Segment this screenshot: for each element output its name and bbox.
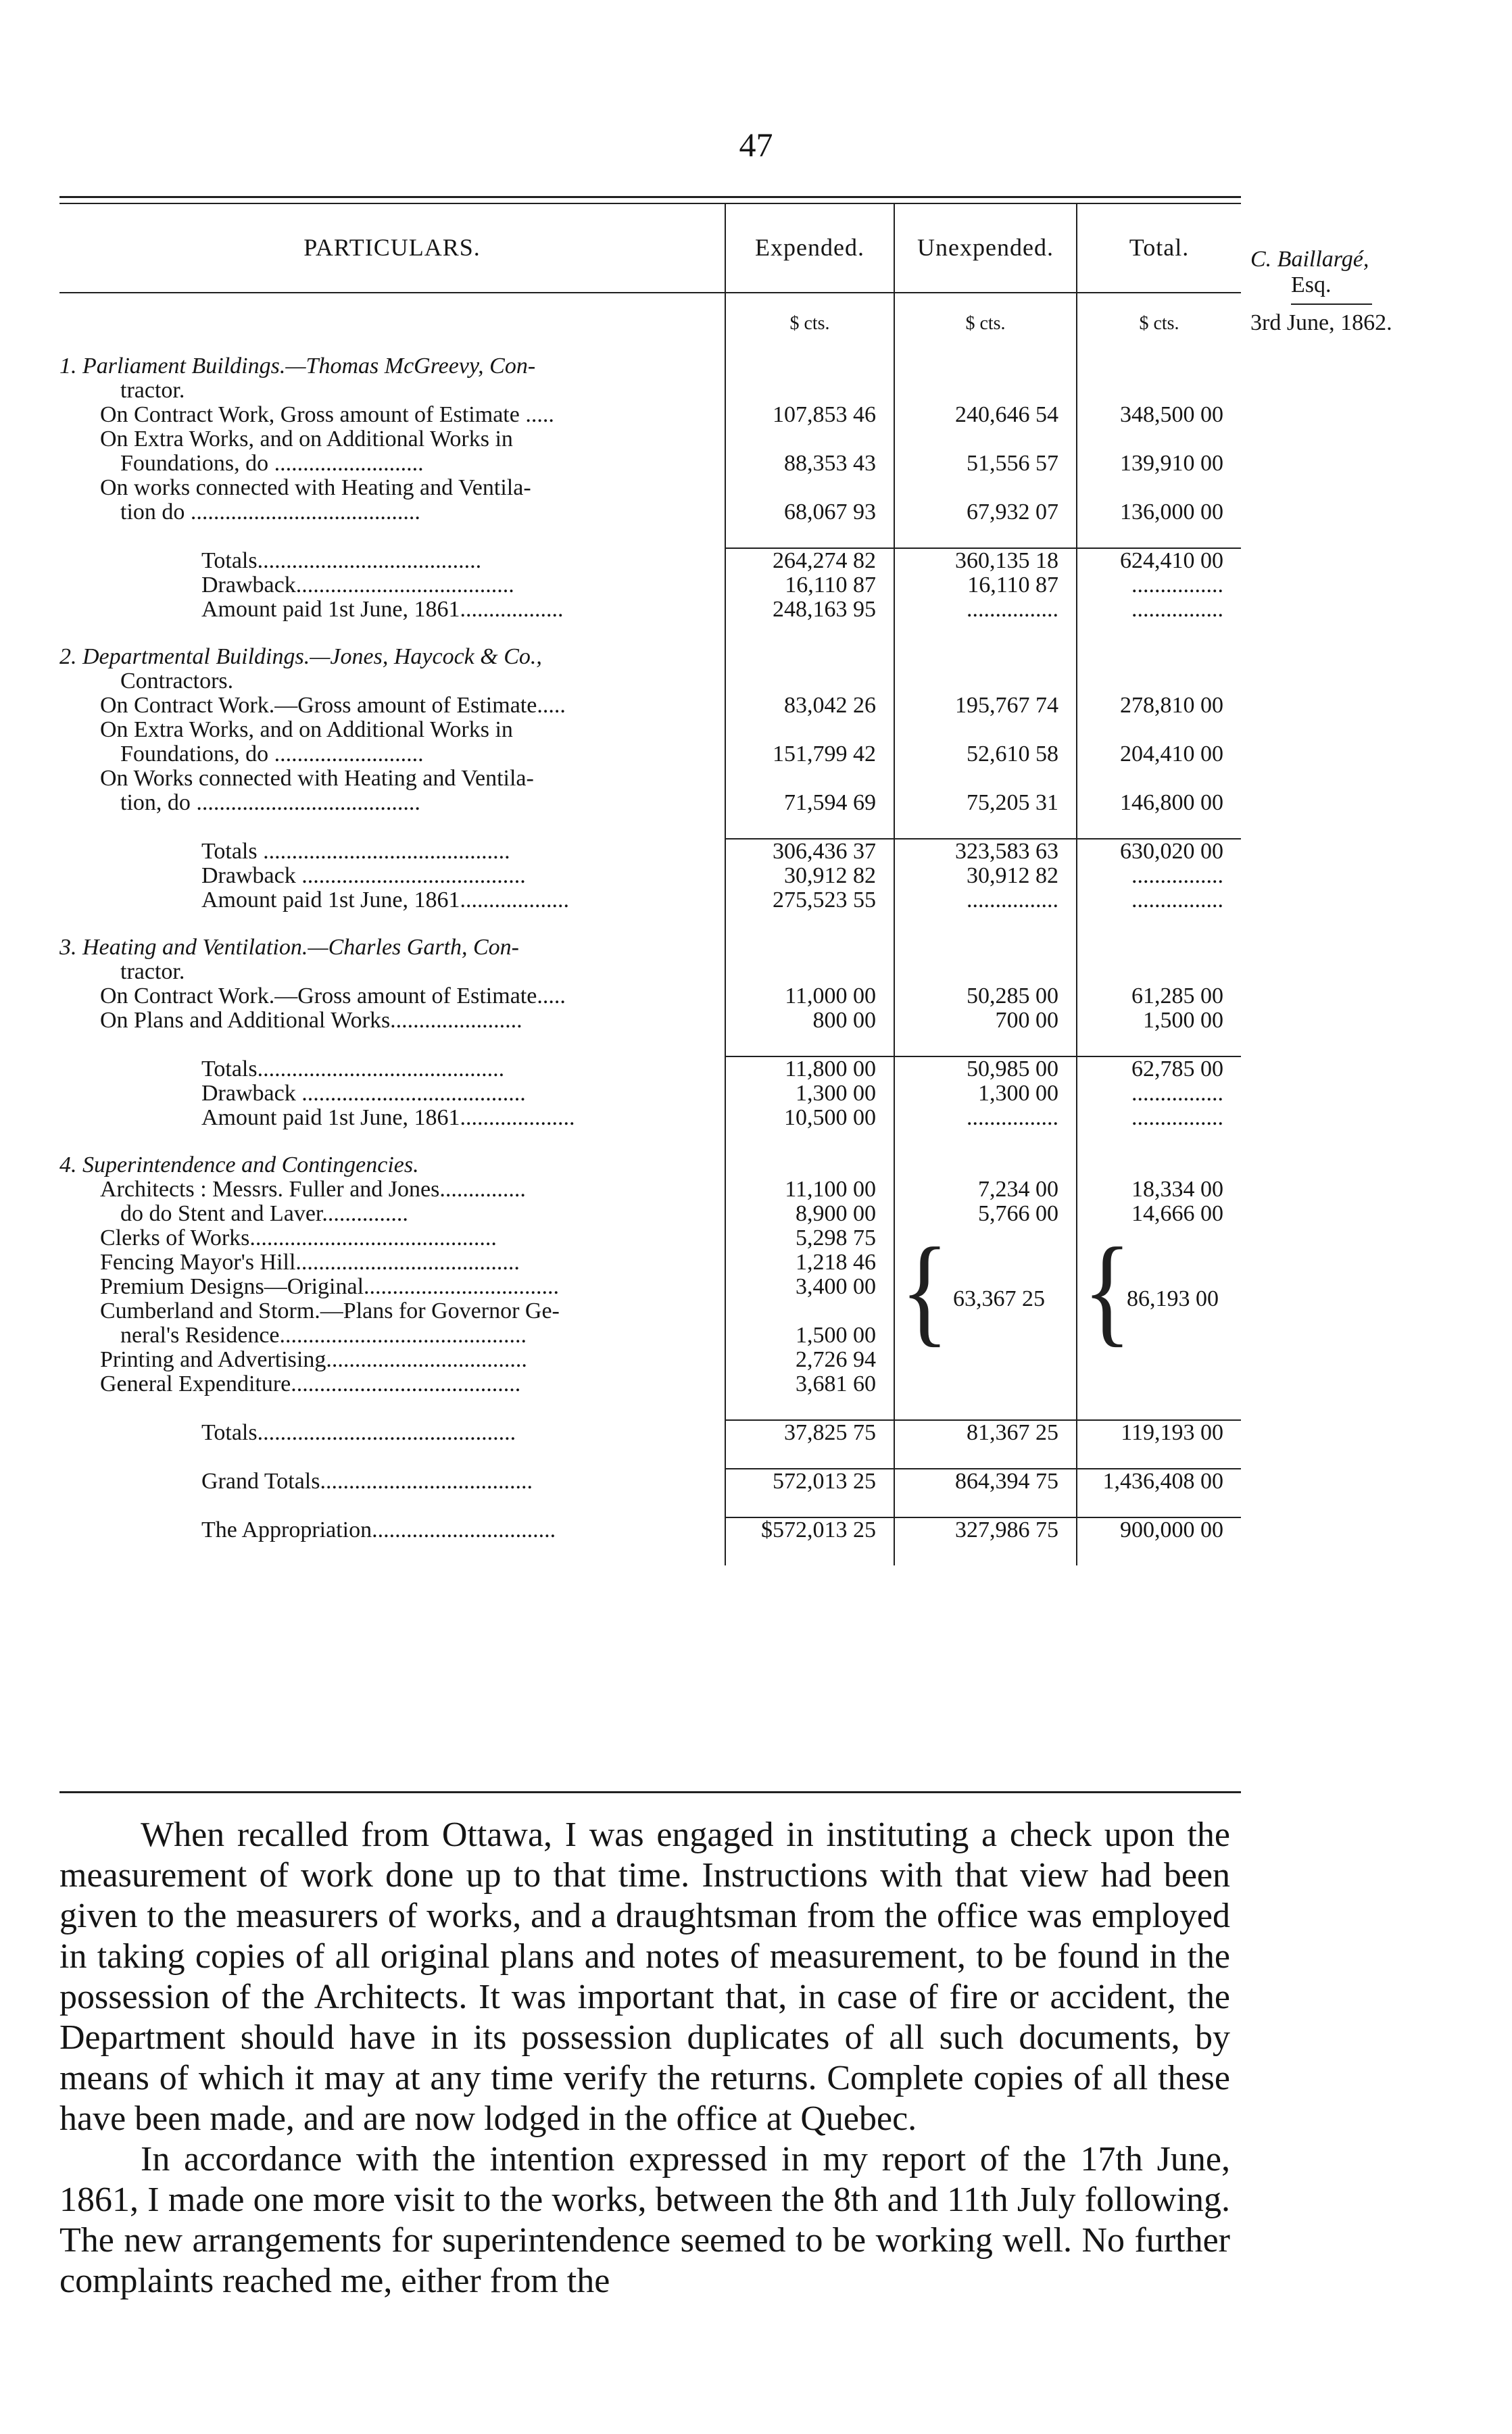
row-expended: 11,000 00 xyxy=(725,984,894,1008)
row-total: 18,334 00 xyxy=(1077,1177,1241,1202)
totals-row xyxy=(59,839,1241,864)
row-unexpended: 323,583 63 xyxy=(894,839,1077,864)
row-label: Foundations, do .......................... xyxy=(120,742,424,766)
row-total: ................ xyxy=(1077,573,1241,598)
row-label: Clerks of Works........................................... xyxy=(100,1226,497,1250)
table-row xyxy=(59,1106,1241,1130)
row-expended: 83,042 26 xyxy=(725,693,894,718)
top-rule xyxy=(59,196,1241,198)
row-unexpended: 50,285 00 xyxy=(894,984,1077,1008)
row-total: 136,000 00 xyxy=(1077,500,1241,525)
row-total: 14,666 00 xyxy=(1077,1202,1241,1226)
margin-note-name: C. Baillargé, xyxy=(1250,247,1369,272)
table-row xyxy=(59,1226,1241,1250)
row-unexpended: ................ xyxy=(894,888,1077,912)
row-expended: 8,900 00 xyxy=(725,1202,894,1226)
row-total: 62,785 00 xyxy=(1077,1056,1241,1081)
currency-unexpended: $ cts. xyxy=(894,293,1077,354)
row-unexpended: ................ xyxy=(894,598,1077,622)
margin-note-date: 3rd June, 1862. xyxy=(1250,310,1392,335)
row-label: Amount paid 1st June, 1861.................. xyxy=(201,598,564,622)
row-label: The Appropriation................................ xyxy=(201,1517,556,1542)
left-brace-icon: { xyxy=(900,1223,949,1358)
table-row xyxy=(59,984,1241,1008)
row-label: Totals....................................... xyxy=(201,548,482,573)
row-expended: 37,825 75 xyxy=(725,1420,894,1445)
row-total: 624,410 00 xyxy=(1077,548,1241,573)
margin-note xyxy=(1250,247,1392,336)
row-total: 204,410 00 xyxy=(1077,742,1241,766)
table-row xyxy=(59,1372,1241,1396)
row-expended: 11,100 00 xyxy=(725,1177,894,1202)
row-expended: 2,726 94 xyxy=(725,1348,894,1372)
row-unexpended: ................ xyxy=(894,1106,1077,1130)
row-unexpended: 1,300 00 xyxy=(894,1081,1077,1106)
col-header-unexpended: Unexpended. xyxy=(894,203,1077,293)
col-header-particulars: PARTICULARS. xyxy=(59,203,725,293)
row-total: ................ xyxy=(1077,888,1241,912)
row-expended: 68,067 93 xyxy=(725,500,894,525)
row-label: On Contract Work.—Gross amount of Estimate..... xyxy=(100,693,566,718)
row-label: Drawback ....................................... xyxy=(201,1081,526,1106)
brace-group-unexpended xyxy=(894,1223,1077,1372)
row-expended: 1,500 00 xyxy=(725,1323,894,1348)
col-header-expended: Expended. xyxy=(725,203,894,293)
page-number: 47 xyxy=(739,126,773,164)
row-label: Amount paid 1st June, 1861.................... xyxy=(201,1106,575,1130)
brace-group-total xyxy=(1077,1223,1241,1372)
section-title-cont: Contractors. xyxy=(120,669,234,693)
body-text xyxy=(59,1815,1230,2302)
row-label: neral's Residence........................................... xyxy=(120,1323,527,1348)
row-label-cont: On works connected with Heating and Ventila- xyxy=(100,476,531,500)
row-expended: 275,523 55 xyxy=(725,888,894,912)
row-expended: 306,436 37 xyxy=(725,839,894,864)
totals-row xyxy=(59,548,1241,573)
table-row xyxy=(59,1177,1241,1202)
row-unexpended: 327,986 75 xyxy=(894,1517,1077,1542)
row-label: Totals ........................................... xyxy=(201,839,510,864)
row-expended: 88,353 43 xyxy=(725,452,894,476)
row-unexpended: 360,135 18 xyxy=(894,548,1077,573)
margin-note-esq: Esq. xyxy=(1291,272,1332,297)
row-unexpended: 7,234 00 xyxy=(894,1177,1077,1202)
row-total: 348,500 00 xyxy=(1077,403,1241,427)
row-label: Premium Designs—Original.................................. xyxy=(100,1275,560,1299)
row-unexpended: 75,205 31 xyxy=(894,791,1077,815)
row-label-cont: On Extra Works, and on Additional Works in xyxy=(100,427,513,452)
row-total: 61,285 00 xyxy=(1077,984,1241,1008)
row-expended: 248,163 95 xyxy=(725,598,894,622)
row-expended: 16,110 87 xyxy=(725,573,894,598)
row-total: ................ xyxy=(1077,598,1241,622)
currency-expended: $ cts. xyxy=(725,293,894,354)
totals-row xyxy=(59,1056,1241,1081)
row-label: Architects : Messrs. Fuller and Jones............... xyxy=(100,1177,526,1202)
brace-unexpended-value: 63,367 25 xyxy=(953,1286,1045,1311)
row-label: General Expenditure........................................ xyxy=(100,1372,521,1396)
row-total: 630,020 00 xyxy=(1077,839,1241,864)
row-expended: 107,853 46 xyxy=(725,403,894,427)
section-title-cont: tractor. xyxy=(120,379,185,403)
table-row xyxy=(59,693,1241,718)
row-label: Printing and Advertising................................... xyxy=(100,1348,527,1372)
brace-total-value: 86,193 00 xyxy=(1127,1286,1219,1311)
row-expended: 572,013 25 xyxy=(725,1469,894,1494)
bottom-rule xyxy=(59,1791,1241,1793)
row-total: 1,500 00 xyxy=(1077,1008,1241,1033)
row-label: Fencing Mayor's Hill....................................... xyxy=(100,1250,520,1275)
table-row xyxy=(59,888,1241,912)
row-expended: 71,594 69 xyxy=(725,791,894,815)
row-total: ................ xyxy=(1077,864,1241,888)
row-expended: 30,912 82 xyxy=(725,864,894,888)
row-total: 119,193 00 xyxy=(1077,1420,1241,1445)
table-row xyxy=(59,1202,1241,1226)
row-unexpended: 67,932 07 xyxy=(894,500,1077,525)
table-row xyxy=(59,403,1241,427)
row-label: Totals........................................... xyxy=(201,1056,505,1081)
row-label: Grand Totals..................................... xyxy=(201,1469,533,1494)
table-row xyxy=(59,452,1241,476)
table-row xyxy=(59,1008,1241,1033)
row-expended: 264,274 82 xyxy=(725,548,894,573)
grand-totals-row xyxy=(59,1469,1241,1494)
row-unexpended: 30,912 82 xyxy=(894,864,1077,888)
table-row xyxy=(59,864,1241,888)
paragraph: In accordance with the intention expressed in my report of the 17th June, 1861, I made one more visit to the works, between the 8th and 11th July following. The new arrangements for superintendence seemed to be working well. No further complaints reached me, either from the xyxy=(59,2140,1230,2300)
row-expended: 3,681 60 xyxy=(725,1372,894,1396)
row-total: 278,810 00 xyxy=(1077,693,1241,718)
row-unexpended: 52,610 58 xyxy=(894,742,1077,766)
row-unexpended: 50,985 00 xyxy=(894,1056,1077,1081)
row-unexpended: 81,367 25 xyxy=(894,1420,1077,1445)
row-expended: 151,799 42 xyxy=(725,742,894,766)
table-row xyxy=(59,500,1241,525)
paragraph: When recalled from Ottawa, I was engaged in instituting a check upon the measurement of work done up to that time. Instructions with that view had been given to the measurers of works, and a draughtsman from the office was employed in taking copies of all original plans and notes of measurement, to be found in the possession of the Architects. It was important that, in case of fire or accident, the Department should have in its possession duplicates of all such documents, by means of which it may at any time verify the returns. Complete copies of all these have been made, and are now lodged in the office at Quebec. xyxy=(59,1816,1230,2138)
row-expended: 10,500 00 xyxy=(725,1106,894,1130)
row-total: 139,910 00 xyxy=(1077,452,1241,476)
table-row xyxy=(59,742,1241,766)
row-label-cont: On Works connected with Heating and Ventila- xyxy=(100,766,534,791)
row-total: ................ xyxy=(1077,1081,1241,1106)
row-expended: 3,400 00 xyxy=(725,1275,894,1299)
row-unexpended: 195,767 74 xyxy=(894,693,1077,718)
row-label-cont: Cumberland and Storm.—Plans for Governor Ge- xyxy=(100,1299,560,1323)
row-label: Drawback ....................................... xyxy=(201,864,526,888)
section-title: 1. Parliament Buildings.—Thomas McGreevy, Con- xyxy=(59,354,536,379)
row-label-cont: On Extra Works, and on Additional Works in xyxy=(100,718,513,742)
section-title-cont: tractor. xyxy=(120,960,185,984)
accounts-table xyxy=(59,203,1241,1565)
table-row xyxy=(59,573,1241,598)
section-title: 3. Heating and Ventilation.—Charles Garth, Con- xyxy=(59,935,519,960)
row-label: On Contract Work.—Gross amount of Estimate..... xyxy=(100,984,566,1008)
section-title: 2. Departmental Buildings.—Jones, Haycock & Co., xyxy=(59,645,542,669)
row-label: Drawback...................................... xyxy=(201,573,514,598)
row-label: do do Stent and Laver............... xyxy=(120,1202,408,1226)
row-unexpended: 16,110 87 xyxy=(894,573,1077,598)
row-expended: 800 00 xyxy=(725,1008,894,1033)
row-label: Foundations, do .......................... xyxy=(120,452,424,476)
row-expended: 1,218 46 xyxy=(725,1250,894,1275)
row-unexpended: 240,646 54 xyxy=(894,403,1077,427)
row-label: Totals............................................. xyxy=(201,1420,516,1445)
totals-row xyxy=(59,1420,1241,1445)
right-brace-icon: { xyxy=(1083,1223,1131,1358)
col-header-total: Total. xyxy=(1077,203,1241,293)
currency-total: $ cts. xyxy=(1077,293,1241,354)
row-total: 1,436,408 00 xyxy=(1077,1469,1241,1494)
appropriation-row xyxy=(59,1517,1241,1542)
section-title: 4. Superintendence and Contingencies. xyxy=(59,1153,419,1177)
row-expended: $572,013 25 xyxy=(725,1517,894,1542)
table-row xyxy=(59,791,1241,815)
row-total: 146,800 00 xyxy=(1077,791,1241,815)
table-row xyxy=(59,598,1241,622)
row-unexpended: 864,394 75 xyxy=(894,1469,1077,1494)
row-label: On Plans and Additional Works....................... xyxy=(100,1008,522,1033)
row-label: tion do ........................................ xyxy=(120,500,420,525)
row-expended: 11,800 00 xyxy=(725,1056,894,1081)
row-expended: 1,300 00 xyxy=(725,1081,894,1106)
row-expended: 5,298 75 xyxy=(725,1226,894,1250)
margin-note-rule xyxy=(1291,303,1372,305)
row-label: On Contract Work, Gross amount of Estimate ..... xyxy=(100,403,554,427)
row-total: 900,000 00 xyxy=(1077,1517,1241,1542)
row-unexpended: 700 00 xyxy=(894,1008,1077,1033)
row-unexpended: 51,556 57 xyxy=(894,452,1077,476)
row-total: ................ xyxy=(1077,1106,1241,1130)
table-row xyxy=(59,1081,1241,1106)
row-label: tion, do ....................................... xyxy=(120,791,420,815)
row-unexpended: 5,766 00 xyxy=(894,1202,1077,1226)
row-label: Amount paid 1st June, 1861................... xyxy=(201,888,569,912)
